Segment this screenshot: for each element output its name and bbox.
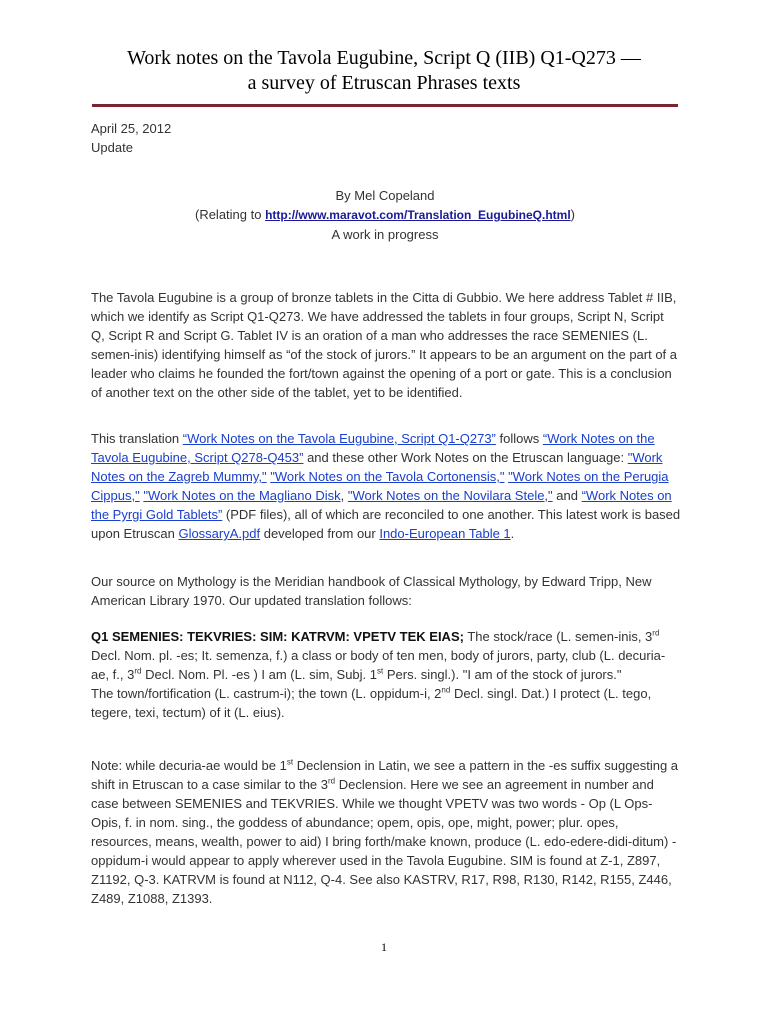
progress-note: A work in progress	[331, 227, 439, 242]
link-zagreb-mummy[interactable]: "Work Notes on the Zagreb Mummy,"	[91, 450, 663, 484]
source-paragraph: Our source on Mythology is the Meridian handbook of Classical Mythology, by Edward Tripp, New American Library 1970. Our updated translation follows:	[91, 574, 652, 608]
text: and these other Work Notes on the Etruscan language:	[303, 450, 628, 465]
text: Note: while decuria-ae would be 1	[91, 758, 287, 773]
link-glossary-a[interactable]: GlossaryA.pdf	[178, 526, 261, 541]
text: The stock/race (L. semen-inis, 3	[463, 629, 653, 644]
text: The town/fortification (L. castrum-i); the town (L. oppidum-i, 2	[91, 686, 442, 701]
link-pyrgi-gold-tablets[interactable]: “Work Notes on the Pyrgi Gold Tablets”	[91, 488, 672, 522]
intro-paragraph: The Tavola Eugubine is a group of bronze tablets in the Citta di Gubbio. We here address Tablet # IIB, which we identify as Script Q1-Q273. We have addressed the tablets in four groups, Script N, Script Q, Script R and Script G. Tablet IV is an oration of a man who addresses the race SEMENIES (L. semen-inis) identifying himself as “of the stock of jurors.” It appears to be an argument on the part of a leader who claims he founded the fort/town against the opening of a port or gate. This is a conclusion of another text on the other side of the tablet, yet to be identified.	[91, 290, 678, 400]
update-label: Update	[91, 140, 133, 155]
superscript: rd	[652, 628, 660, 638]
date: April 25, 2012	[91, 121, 172, 136]
page-number: 1	[381, 940, 387, 954]
text: Decl. Nom. pl. -es; It. semenza, f.) a class or body of ten men, body of jurors, party, club (L. decuria-ae, f., 3	[91, 648, 666, 682]
link-script-q278-q453[interactable]: “Work Notes on the Tavola Eugubine, Script Q278-Q453”	[91, 431, 655, 465]
link-tavola-cortonensis[interactable]: "Work Notes on the Tavola Cortonensis,"	[270, 469, 505, 484]
title-line-2: a survey of Etruscan Phrases texts	[247, 72, 521, 94]
superscript: rd	[328, 776, 336, 786]
translation-paragraph	[91, 429, 681, 543]
link-perugia-cippus[interactable]: "Work Notes on the Perugia Cippus,"	[91, 469, 669, 503]
link-indo-european-table[interactable]: Indo-European Table 1	[379, 526, 511, 541]
document-title	[60, 46, 708, 96]
title-line-1: Work notes on the Tavola Eugubine, Script Q (IIB) Q1-Q273 —	[127, 47, 641, 69]
text: This translation	[91, 431, 183, 446]
text: and	[552, 488, 582, 503]
relating-suffix: )	[570, 207, 576, 222]
relating-link[interactable]: http://www.maravot.com/Translation_EugubineQ.html	[265, 208, 571, 222]
text: Declension in Latin, we see a pattern in the -es suffix suggesting a shift in Etruscan to a case similar to the 3	[91, 758, 679, 792]
superscript: rd	[134, 666, 142, 676]
q1-heading: Q1 SEMENIES: TEKVRIES: SIM: KATRVM: VPETV TEK EIAS;	[91, 629, 464, 644]
title-rule	[92, 104, 678, 107]
superscript: st	[377, 666, 384, 676]
note-paragraph	[91, 756, 681, 908]
link-magliano-disk[interactable]: "Work Notes on the Magliano Disk	[143, 488, 341, 503]
author: By Mel Copeland	[335, 188, 435, 203]
link-novilara-stele[interactable]: "Work Notes on the Novilara Stele,"	[347, 488, 553, 503]
byline	[92, 186, 678, 244]
text: (PDF files), all of which are reconciled to one another. This latest work is based upon Etruscan	[91, 507, 681, 541]
text: Decl. Nom. Pl. -es ) I am (L. sim, Subj. 1	[141, 667, 377, 682]
relating-line	[92, 205, 678, 225]
text: ,	[340, 488, 348, 503]
link-script-q1-q273[interactable]: “Work Notes on the Tavola Eugubine, Script Q1-Q273”	[182, 431, 496, 446]
date-block	[91, 119, 171, 157]
text: .	[510, 526, 515, 541]
text: Decl. singl. Dat.) I protect (L. tego, tegere, texi, tectum) of it (L. eius).	[91, 686, 652, 720]
text: follows	[495, 431, 543, 446]
relating-prefix: (Relating to	[194, 207, 266, 222]
text: Pers. singl.). "I am of the stock of jurors."	[383, 667, 622, 682]
superscript: nd	[441, 685, 451, 695]
text: developed from our	[260, 526, 380, 541]
text: Declension. Here we see an agreement in number and case between SEMENIES and TEKVRIES. While we thought VPETV was two words - Op (L Ops-Opis, f. in nom. sing., the goddess of abundance; opem, opis, ope, might, power; plur. opes, resources, means, wealth, power to aid) I bring forth/make known, produce (L. edo-edere-didi-ditum) - oppidum-i would appear to apply wherever used in the Tavola Eugubine. SIM is found at Z-1, Z897, Z1192, Q-3. KATRVM is found at N112, Q-4. See also KASTRV, R17, R98, R130, R142, R155, Z446, Z489, Z1088, Z1393.	[91, 777, 677, 906]
superscript: st	[286, 757, 294, 767]
q1-paragraph	[91, 627, 681, 722]
